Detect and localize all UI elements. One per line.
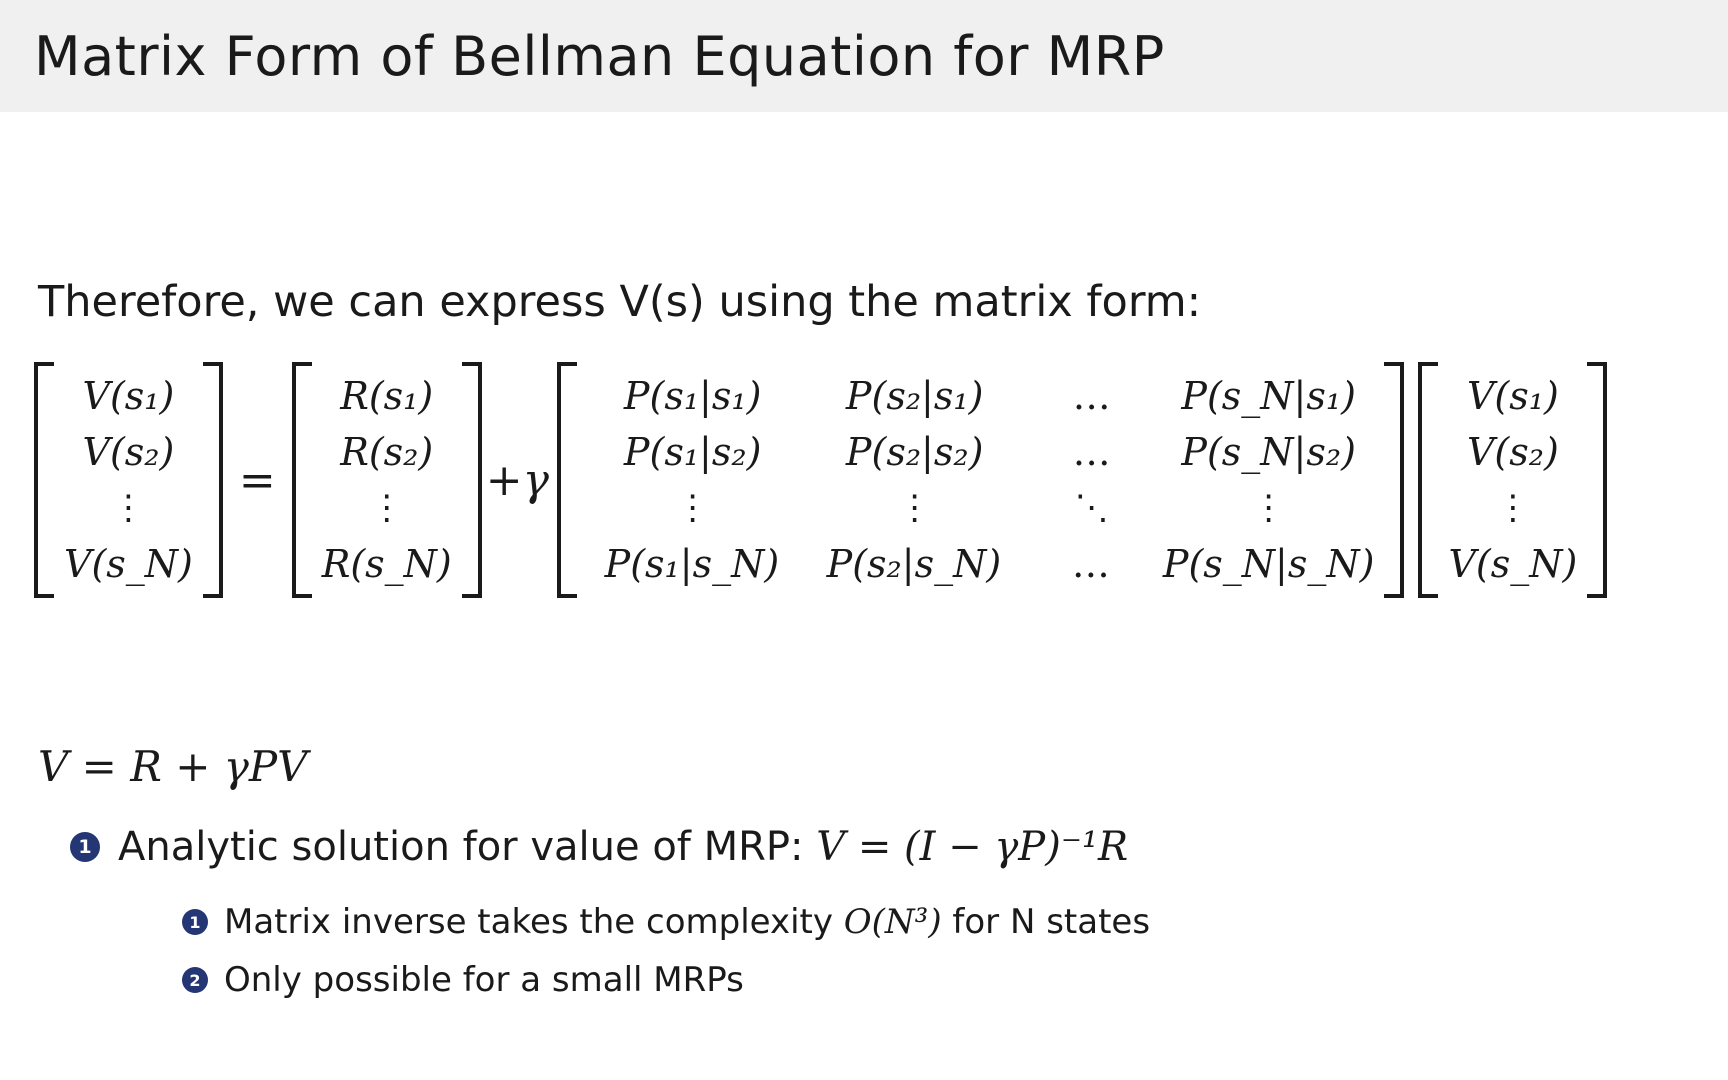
bracket-left [292,362,312,598]
bullet-text: Only possible for a small MRPs [224,960,744,1000]
value-vector-cells [54,362,203,598]
page-title: Matrix Form of Bellman Equation for MRP [34,24,1165,88]
slide-body [0,112,1728,1080]
matrix-cell: P(s_N|s₂) [1181,430,1356,474]
matrix-row [581,424,1381,480]
matrix-cell: P(s₂|s₂) [845,430,984,474]
matrix-cell: V(s₂) [1466,430,1559,474]
bullet-matrix-inverse-complexity [182,902,1150,942]
matrix-cell: ⋮ [675,488,710,528]
matrix-cell: R(s₁) [340,374,434,418]
bracket-left [34,362,54,598]
matrix-cell: … [1072,374,1111,418]
matrix-cell: P(s₁|s_N) [604,542,780,586]
bullet-number-badge: 2 [182,967,208,993]
matrix-equation [34,362,1607,598]
bullet-analytic-solution [70,824,1128,870]
bullet-formula: V = (I − γP)⁻¹R [816,824,1129,870]
reward-vector [292,362,482,598]
matrix-row [581,536,1381,592]
matrix-cell: … [1071,542,1110,586]
lead-text: Therefore, we can express V(s) using the matrix form: [38,277,1202,327]
reward-vector-cells [312,362,462,598]
equals-sign: = [238,454,276,506]
matrix-cell: P(s₁|s₂) [623,430,762,474]
matrix-cell: P(s₂|s_N) [826,542,1002,586]
matrix-cell: V(s_N) [64,542,193,586]
matrix-cell: V(s₁) [82,374,175,418]
matrix-cell: V(s_N) [1448,542,1578,586]
matrix-cell: R(s_N) [321,542,452,586]
bracket-left [557,362,577,598]
matrix-cell: R(s₂) [340,430,434,474]
matrix-cell: ⋮ [369,488,404,528]
matrix-cell: ⋮ [1495,488,1530,528]
value-vector-right [1418,362,1607,598]
matrix-row [581,480,1381,536]
bullet-small-mrps [182,960,744,1000]
transition-probability-matrix [557,362,1405,598]
bracket-right [462,362,482,598]
bullet-text: Analytic solution for value of MRP: [118,824,804,870]
bullet-text: Matrix inverse takes the complexity [224,902,833,942]
bracket-right [1587,362,1607,598]
plus-gamma-operator: +γ [485,454,549,506]
matrix-cell: ⋱ [1074,488,1109,528]
bracket-left [1418,362,1438,598]
bullet-number-badge: 1 [182,909,208,935]
matrix-cell: ⋮ [1251,488,1286,528]
matrix-cell: V(s₁) [1466,374,1559,418]
title-bar [0,0,1728,112]
bullet-text-after: for N states [952,902,1151,942]
compact-equation: V = R + γPV [38,742,308,791]
transition-matrix-cells [577,362,1385,598]
matrix-cell: ⋮ [111,488,146,528]
matrix-cell: P(s_N|s_N) [1162,542,1375,586]
bullet-number-badge: 1 [70,832,100,862]
matrix-cell: ⋮ [897,488,932,528]
value-vector-right-cells [1438,362,1587,598]
matrix-cell: P(s₂|s₁) [845,374,984,418]
bracket-right [203,362,223,598]
matrix-row [581,368,1381,424]
value-vector [34,362,223,598]
bullet-formula: O(N³) [843,902,942,942]
matrix-cell: … [1072,430,1111,474]
matrix-cell: P(s_N|s₁) [1181,374,1356,418]
matrix-cell: P(s₁|s₁) [623,374,762,418]
matrix-cell: V(s₂) [82,430,175,474]
bracket-right [1384,362,1404,598]
